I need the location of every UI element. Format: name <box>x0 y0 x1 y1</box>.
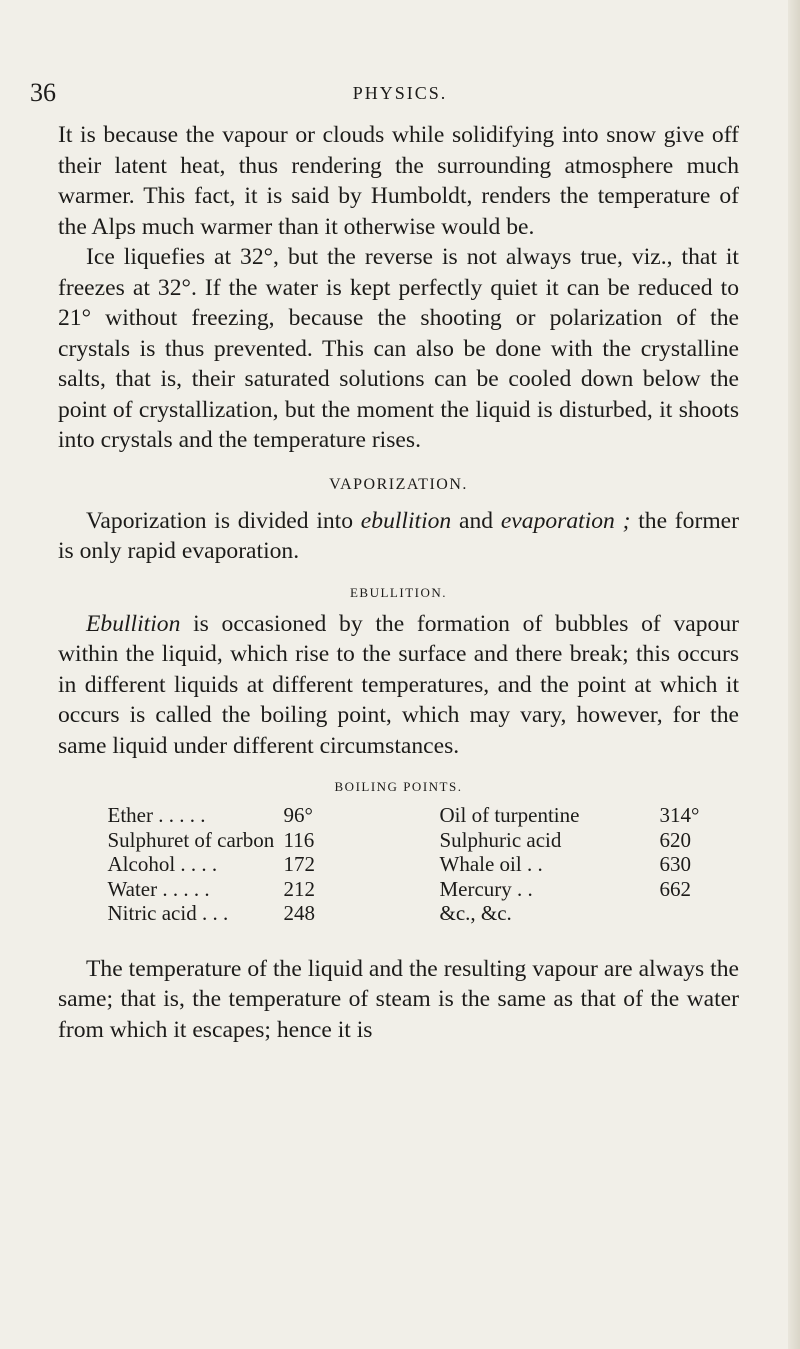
boiling-value: 116 <box>283 827 315 852</box>
boiling-value: 96° <box>283 803 313 827</box>
boiling-value <box>660 901 720 926</box>
boiling-value: 630 <box>659 852 691 876</box>
liquid-name: Alcohol . . . . <box>107 852 218 876</box>
liquid-name: Sulphuric acid <box>439 827 562 852</box>
boiling-points-left-column <box>108 803 342 926</box>
term-evaporation: evaporation ; <box>500 507 631 534</box>
boiling-value: 248 <box>283 901 315 925</box>
term-ebullition-lead: Ebullition <box>86 610 181 637</box>
table-row <box>108 828 342 853</box>
table-row <box>108 803 342 828</box>
liquid-name: Nitric acid . . . <box>107 901 229 925</box>
ebullition-text: is occasioned by the formation of bubbles of vapour within the liquid, which rise to the surface and there break; this occurs in different liquids at different temperatures, and the point at which it occurs is called the boiling point, which may vary, however, for the same liquid under different circumstances. <box>58 610 739 759</box>
liquid-name: Sulphuret of carbon <box>107 827 275 852</box>
table-row <box>440 852 720 877</box>
boiling-value: 212 <box>283 876 315 901</box>
paragraph-closing: The temperature of the liquid and the resulting vapour are always the same; that is, the temperature of steam is the same as that of the water from which it escapes; hence it is <box>58 955 739 1043</box>
liquid-name: Water . . . . . <box>107 876 210 901</box>
liquid-name: Mercury . . <box>439 876 533 901</box>
paragraph-vaporization <box>58 506 739 567</box>
boiling-value: 314° <box>659 803 700 827</box>
page-edge <box>788 0 800 1349</box>
paragraph-ice-liquefies: Ice liquefies at 32°, but the reverse is not always true, viz., that it freezes at 32°. If the water is kept perfectly quiet it can be reduced to 21° without freezing, because the shooting or polarization of the crystals is thus prevented. This can also be done with the crystalline salts, that is, their saturated solutions can be cooled down below the point of crystallization, but the moment the liquid is disturbed, it shoots into crystals and the temperature rises. <box>58 244 739 453</box>
term-ebullition: ebullition <box>360 507 452 534</box>
page-number: 36 <box>30 78 56 107</box>
boiling-value: 172 <box>283 852 315 876</box>
heading-boiling-points: BOILING POINTS. <box>334 779 463 794</box>
liquid-name: Ether . . . . . <box>107 803 206 827</box>
liquid-name: Whale oil . . <box>439 852 543 876</box>
vaporization-text-b: and <box>451 507 501 534</box>
table-row <box>108 901 342 926</box>
heading-ebullition: EBULLITION. <box>349 584 447 600</box>
page-body <box>58 120 739 1045</box>
running-head: PHYSICS. <box>352 83 448 103</box>
page-header <box>0 78 800 112</box>
table-row <box>440 803 720 828</box>
boiling-value: 662 <box>659 876 691 901</box>
paragraph-snow-latent-heat: It is because the vapour or clouds while solidifying into snow give off their latent heat, thus rendering the surrounding atmosphere much warmer. This fact, it is said by Humboldt, renders the temperature of the Alps much warmer than it otherwise would be. <box>58 122 739 240</box>
boiling-value: 620 <box>659 827 691 852</box>
heading-vaporization: VAPORIZATION. <box>329 475 468 493</box>
table-row <box>108 877 342 902</box>
table-row <box>440 828 720 853</box>
table-row <box>440 901 720 926</box>
liquid-name: &c., &c. <box>439 901 512 925</box>
boiling-points-table <box>78 803 720 926</box>
vaporization-text-a: Vaporization is divided into <box>86 507 361 534</box>
liquid-name: Oil of turpentine <box>439 803 580 827</box>
paragraph-ebullition <box>58 609 739 762</box>
boiling-points-right-column <box>440 803 720 926</box>
vaporization-text-c: the former is only rapid evaporation. <box>58 507 739 564</box>
table-row <box>108 852 342 877</box>
table-row <box>440 877 720 902</box>
